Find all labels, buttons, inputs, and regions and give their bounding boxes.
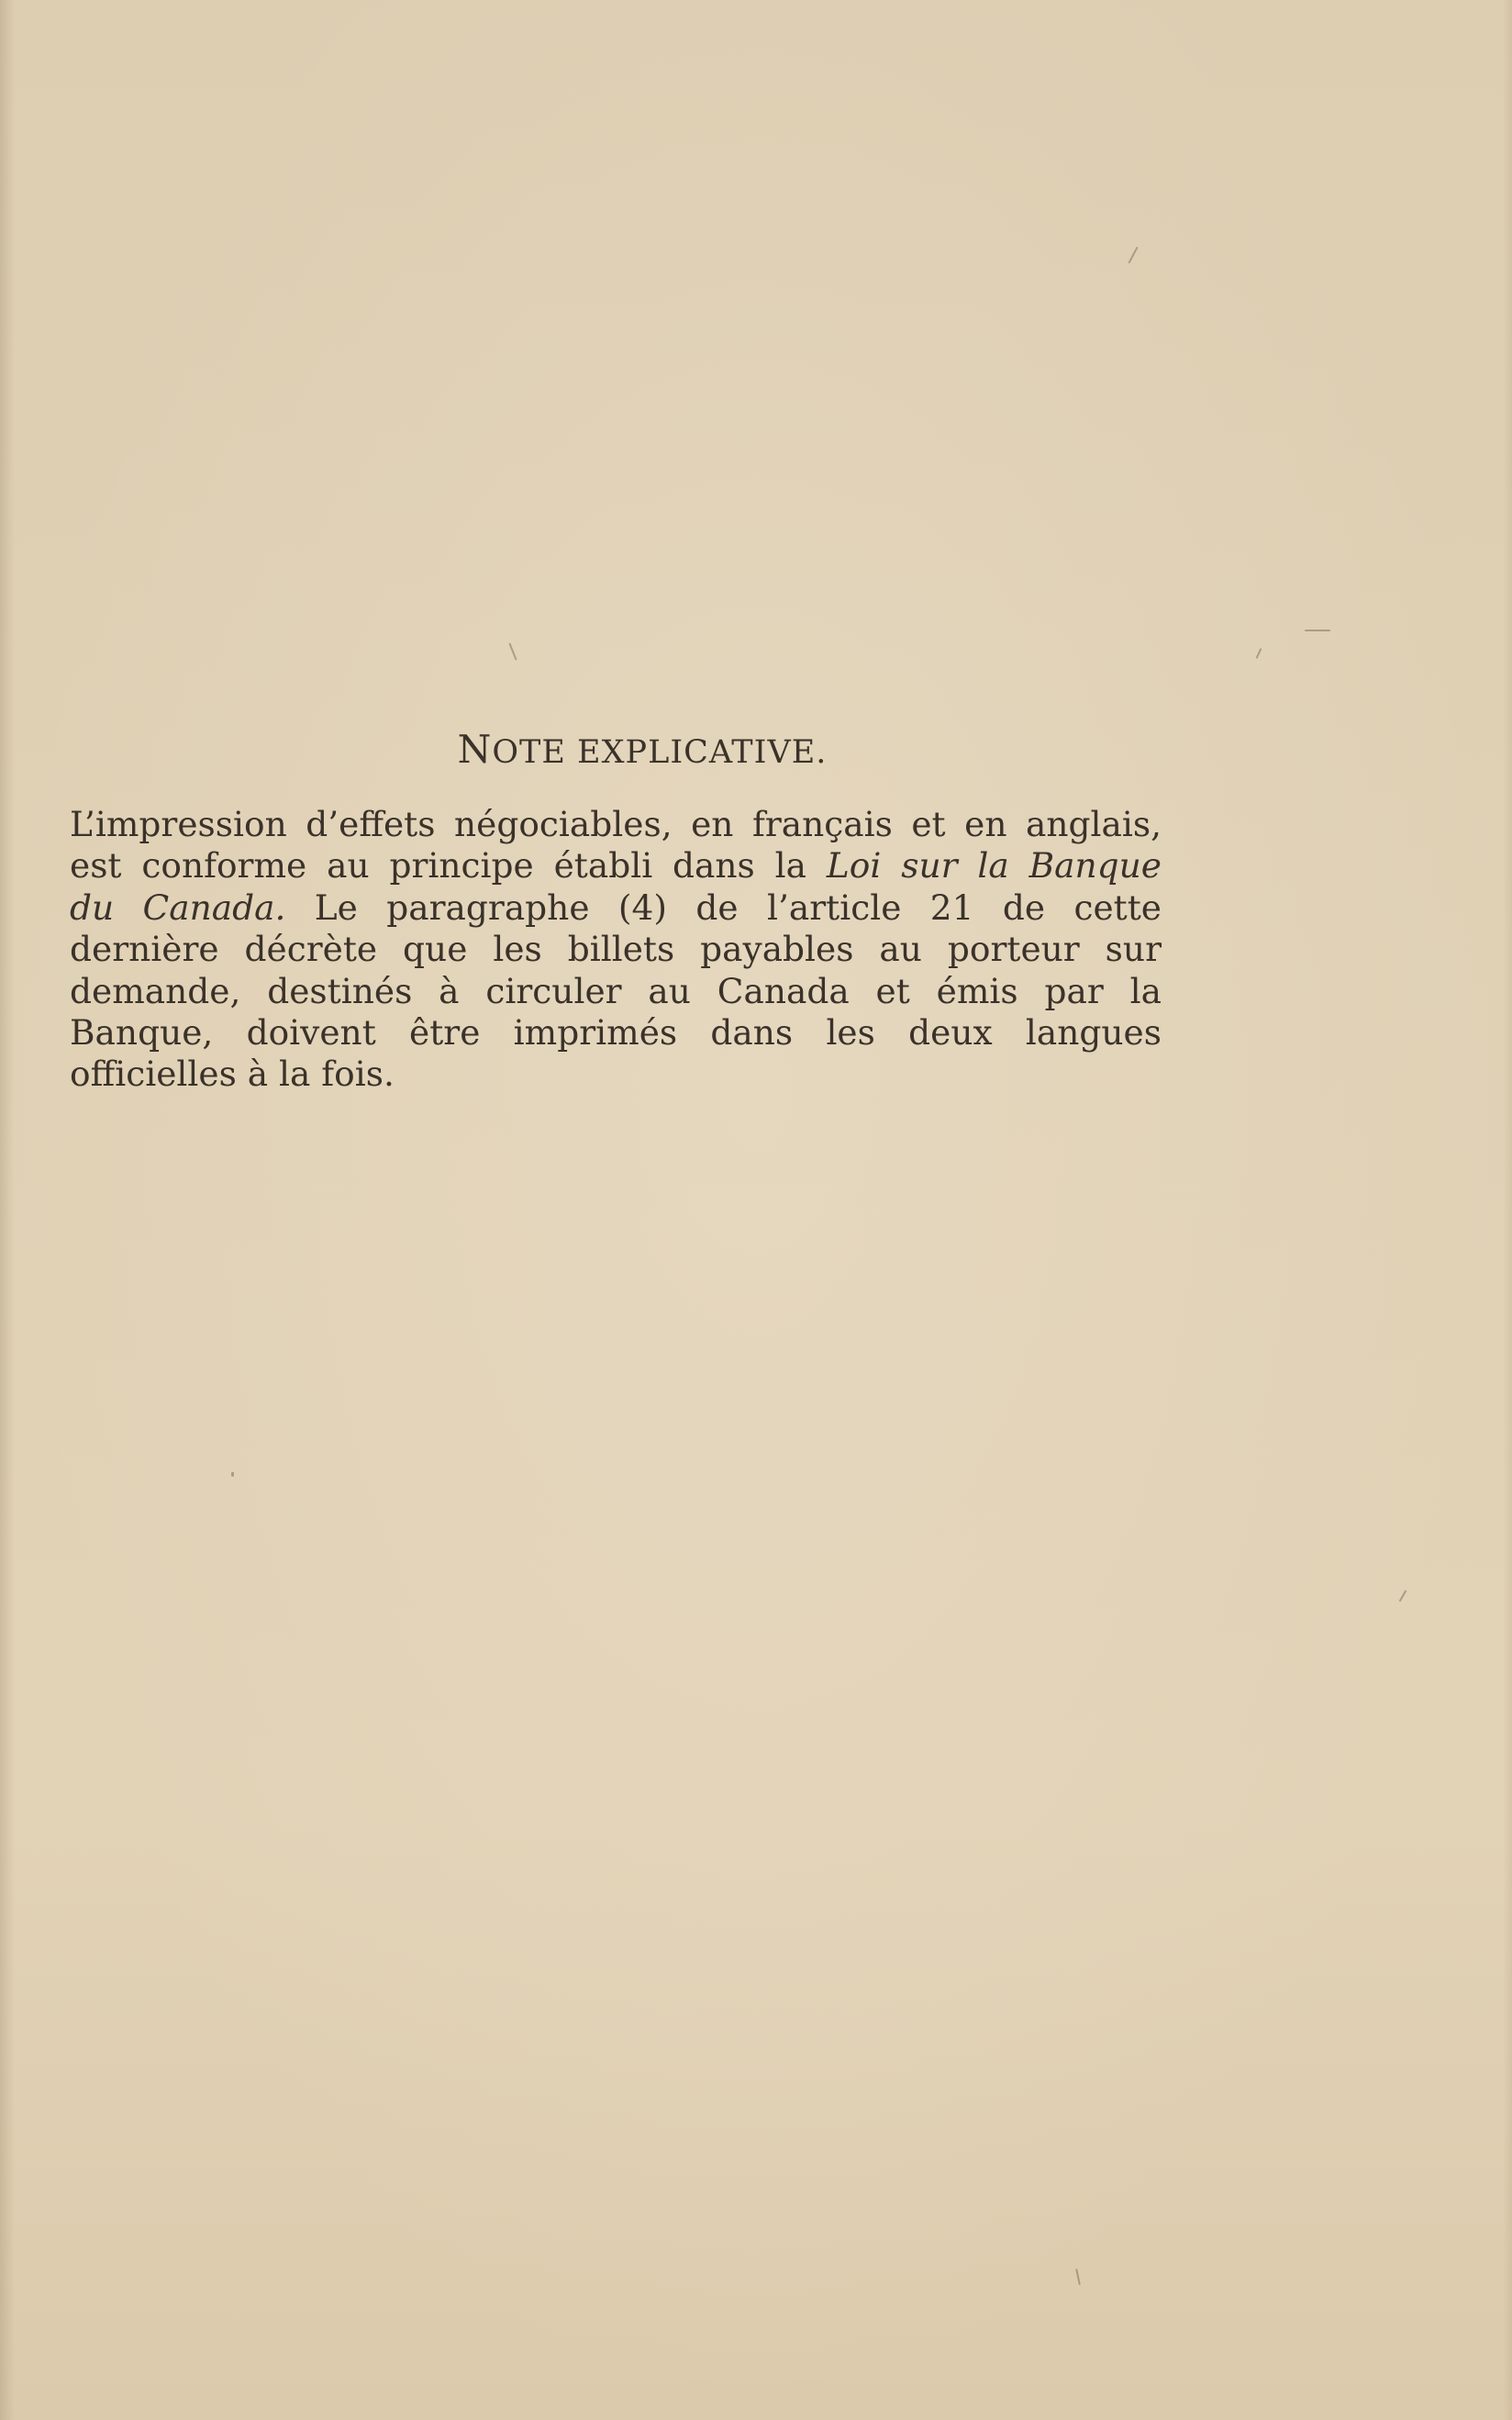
paper-speck xyxy=(1305,630,1330,631)
paragraph-line-3-text: Le paragraphe (4) de l’article 21 de cette xyxy=(285,887,1162,928)
paper-speck xyxy=(1256,648,1262,659)
paragraph-line-2-text: est conforme au principe établi dans la xyxy=(70,845,827,887)
paragraph-line-4: dernière décrète que les billets payables au porteur sur xyxy=(70,929,1162,970)
paper-speck xyxy=(1399,1589,1407,1601)
statute-title-italic: Loi sur la Banque xyxy=(826,845,1162,887)
paper-speck xyxy=(1075,2269,1081,2285)
explanatory-paragraph xyxy=(70,804,1162,1096)
heading-rest: OTE EXPLICATIVE. xyxy=(492,734,828,771)
paragraph-line-6: Banque, doivent être imprimés dans les deux langues xyxy=(70,1012,1162,1054)
page-left-shadow xyxy=(0,0,15,2420)
statute-title-italic-continued: du Canada. xyxy=(70,887,286,928)
paragraph-line-7: officielles à la fois. xyxy=(70,1054,395,1095)
page-right-edge xyxy=(1503,0,1512,2420)
note-heading xyxy=(0,727,1284,772)
paper-speck xyxy=(508,642,517,660)
paragraph-line-5: demande, destinés à circuler au Canada et émis par la xyxy=(70,970,1162,1011)
heading-initial: N xyxy=(457,727,493,772)
paragraph-line-3 xyxy=(70,887,1162,929)
paragraph-line-2 xyxy=(70,845,1162,887)
paper-speck xyxy=(1128,247,1138,264)
paragraph-line-1: L’impression d’effets négociables, en français et en anglais, xyxy=(70,804,1162,844)
paper-speck xyxy=(231,1472,234,1477)
